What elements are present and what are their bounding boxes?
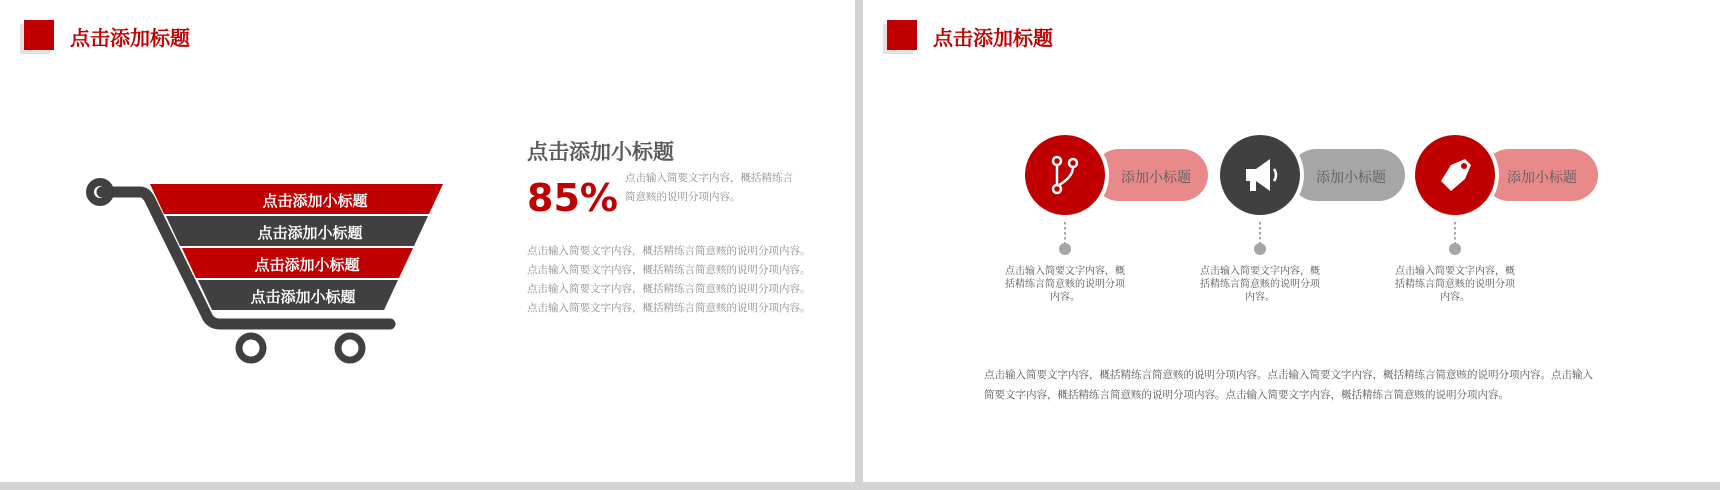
item-2-desc-line2: 括精练言简意赅的说明分项 bbox=[1200, 279, 1320, 290]
cart-band-label-1: 点击添加小标题 bbox=[262, 192, 368, 210]
item-1-desc-line3: 内容。 bbox=[1050, 292, 1080, 303]
item-3-dot bbox=[1449, 243, 1461, 255]
slide-left bbox=[0, 0, 855, 482]
subtitle: 点击添加小标题 bbox=[527, 140, 674, 164]
percent-description bbox=[625, 169, 825, 207]
item-1-dot bbox=[1059, 243, 1071, 255]
slide-right bbox=[863, 0, 1720, 482]
item-2-label: 添加小标题 bbox=[1316, 170, 1386, 186]
percent-value: 85% bbox=[527, 176, 618, 220]
tag-icon bbox=[1415, 135, 1495, 215]
item-3-desc-line1: 点击输入简要文字内容，概 bbox=[1395, 266, 1515, 277]
item-1-circle bbox=[1025, 135, 1105, 215]
item-2-desc-line1: 点击输入简要文字内容，概 bbox=[1200, 266, 1320, 277]
cart-wheel-left bbox=[239, 336, 263, 360]
item-2-connector bbox=[1259, 222, 1261, 244]
item-3-connector bbox=[1454, 222, 1456, 244]
item-2-dot bbox=[1254, 243, 1266, 255]
item-2-desc-line3: 内容。 bbox=[1245, 292, 1275, 303]
paragraph-line-2: 点击输入简要文字内容，概括精练言简意赅的说明分项内容。 bbox=[527, 264, 811, 276]
paragraph-line-3: 点击输入简要文字内容，概括精练言简意赅的说明分项内容。 bbox=[527, 283, 811, 295]
branch-icon bbox=[1025, 135, 1105, 215]
header-square bbox=[24, 20, 54, 50]
percent-desc-line2: 简意赅的说明分项内容。 bbox=[625, 191, 741, 203]
item-2-description bbox=[1185, 265, 1335, 304]
percent-desc-line1: 点击输入简要文字内容，概括精练言 bbox=[625, 172, 793, 184]
item-3-desc-line3: 内容。 bbox=[1440, 292, 1470, 303]
cart-band-label-4: 点击添加小标题 bbox=[250, 288, 356, 306]
cart-band-label-3: 点击添加小标题 bbox=[254, 256, 360, 274]
footer-paragraph bbox=[984, 365, 1664, 405]
item-1-desc-line1: 点击输入简要文字内容，概 bbox=[1005, 266, 1125, 277]
item-1-desc-line2: 括精练言简意赅的说明分项 bbox=[1005, 279, 1125, 290]
item-1-description bbox=[990, 265, 1140, 304]
header-title: 点击添加标题 bbox=[933, 26, 1053, 50]
item-1-connector bbox=[1064, 222, 1066, 244]
footer-line-2: 简要文字内容，概括精练言简意赅的说明分项内容。点击输入简要文字内容，概括精练言简意赅的说明分项内容。 bbox=[984, 389, 1509, 401]
paragraph-line-1: 点击输入简要文字内容，概括精练言简意赅的说明分项内容。 bbox=[527, 245, 811, 257]
footer-line-1: 点击输入简要文字内容，概括精练言简意赅的说明分项内容。点击输入简要文字内容，概括精练言简意赅的说明分项内容。点击输入 bbox=[984, 369, 1593, 381]
item-3-description bbox=[1380, 265, 1530, 304]
paragraph-line-4: 点击输入简要文字内容，概括精练言简意赅的说明分项内容。 bbox=[527, 302, 811, 314]
header-title: 点击添加标题 bbox=[70, 26, 190, 50]
item-3-label: 添加小标题 bbox=[1507, 170, 1577, 186]
item-2-circle bbox=[1220, 135, 1300, 215]
megaphone-icon bbox=[1220, 135, 1300, 215]
item-3-desc-line2: 括精练言简意赅的说明分项 bbox=[1395, 279, 1515, 290]
cart-wheel-right bbox=[338, 336, 362, 360]
item-3-circle bbox=[1415, 135, 1495, 215]
item-1-label: 添加小标题 bbox=[1121, 170, 1191, 186]
description-paragraph bbox=[527, 242, 847, 318]
header-square bbox=[887, 20, 917, 50]
cart-band-label-2: 点击添加小标题 bbox=[257, 224, 363, 242]
